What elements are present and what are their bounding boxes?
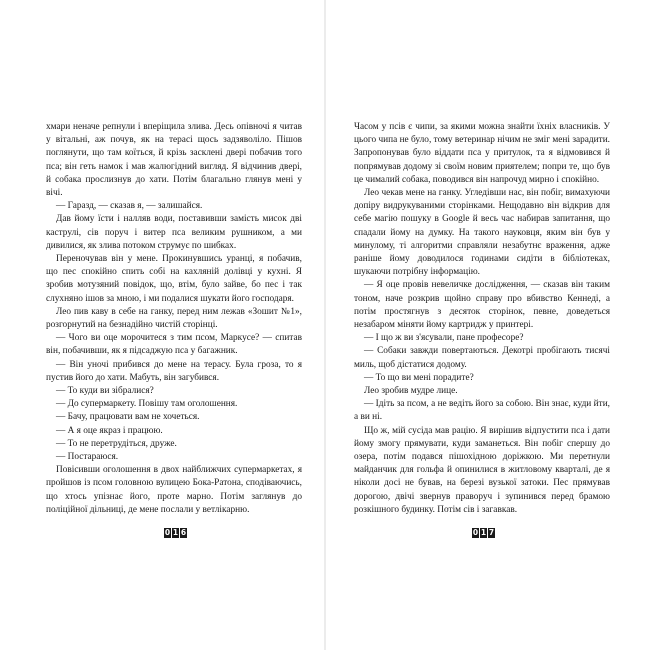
page-number-digit: 1 [172,528,179,537]
page-number-digit: 0 [164,528,171,537]
paragraph: Повісивши оголошення в двох найближчих супермаркетах, я пройшов із псом головною вулицею Бока-Ратона, сподіваючись, що хтось упізнає його, проте марно. Потім заглянув до поліційної дільниці, де мене послали у ветлікарню. [46,465,302,515]
paragraph: — То куди ви зібралися? [56,386,154,397]
paragraph: Часом у псів є чипи, за якими можна знайти їхніх власників. У цього чипа не було, тому ветеринар нічим не зміг мені зарадити. Запропонував було віддати пса у притулок, та я відмовився й попрямував додому зі своїм новим приятелем; попри те, що був це чималий собака, поводився він напрочуд мирно і спокійно. [354,122,610,185]
paragraph: Переночував він у мене. Прокинувшись уранці, я побачив, що пес спокійно спить собі на кахляній долівці у кухні. Я зробив мотузяний повідок, що, втім, було зайве, бо пес і так слухняно ішов за мною, і ми подалися шукати його господаря. [46,254,302,304]
paragraph: — То що ви мені порадите? [364,372,474,383]
paragraph: — До супермаркету. Повішу там оголошення. [56,399,238,410]
paragraph: — А я оце якраз і працюю. [56,425,163,436]
paragraph: Лео зробив мудре лице. [364,386,458,397]
page-number-digit: 7 [488,528,495,537]
paragraph: хмари неначе репнули і вперіщила злива. Десь опівночі я читав у вітальні, аж почув, як на терасі щось задзяволіло. Пішов поглянути, що там коїться, й крізь засклені двері побачив того пса; він геть намок і мав жалюгідний вигляд. Я відчинив двері, й собака прослизнув до хати. Потім благально глянув мені у вічі. [46,122,302,199]
paragraph: — Бачу, працювати вам не хочеться. [56,412,200,423]
paragraph: Дав йому їсти і налляв води, поставивши замість мисок дві каструлі, сів поруч і витер пса великим рушником, а ми дивилися, як злива потоком струмує по шибках. [46,214,302,251]
paragraph: Що ж, мій сусіда мав рацію. Я вирішив відпустити пса і дати йому змогу прямувати, куди заманеться. Він побіг спершу до озера, потім подався пішохідною доріжкою. Ми перетнули майданчик для гольфа й опинилися в житловому кварталі, де я ніколи досі не бував, на березі вузької затоки. Пес прямував дорогою, двічі звернув праворуч і зупинився перед брамою розкішного будинку. Потім сів і загавкав. [354,425,610,515]
page-number-left [164,527,187,539]
book-gutter [324,0,326,650]
paragraph: — Гаразд, — сказав я, — залишайся. [56,201,203,212]
page-number-digit: 1 [480,528,487,537]
page-number-digit: 6 [180,528,187,537]
paragraph: Лео пив каву в себе на ганку, перед ним лежав «Зошит №1», розгорнутий на безнадійно чистій сторінці. [46,306,302,331]
paragraph: — Постараюся. [56,452,119,463]
right-page [354,121,610,517]
paragraph: — Він уночі прибився до мене на терасу. Була гроза, то я пустив його до хати. Мабуть, він загубився. [46,359,302,383]
paragraph: — І що ж ви з'ясували, пане професоре? [364,333,524,344]
paragraph: — Ідіть за псом, а не ведіть його за собою. Він знає, куди йти, а ви ні. [354,399,610,423]
paragraph: — Я оце провів невеличке дослідження, — сказав він таким тоном, наче розкрив щойно справу про вбивство Кеннеді, а потім простягнув з десяток сторінок, певне, доведеться незабаром міняти йому картридж у принтері. [354,280,610,331]
paragraph: Лео чекав мене на ганку. Угледівши нас, він побіг, вимахуючи допіру видрукуваними сторінками. Нещодавно він відкрив для себе магію пошуку в Google й весь час набирав запитання, що спадали йому на думку. На такого науковця, яким він був у минулому, ті алгоритми справляли незабутнє враження, адже раніше йому доводилося годинами сидіти в бібліотеках, шукаючи потрібну інформацію. [354,188,610,278]
page-number-digit: 0 [472,528,479,537]
paragraph: — То не перетрудіться, друже. [56,438,177,449]
paragraph: — Собаки завжди повертаються. Декотрі пробігають тисячі миль, щоб дістатися додому. [354,346,610,370]
left-page [46,121,302,517]
page-number-right [472,527,495,539]
paragraph: — Чого ви оце морочитеся з тим псом, Маркусе? — спитав він, побачивши, як я підсаджую пса у багажник. [46,333,302,357]
